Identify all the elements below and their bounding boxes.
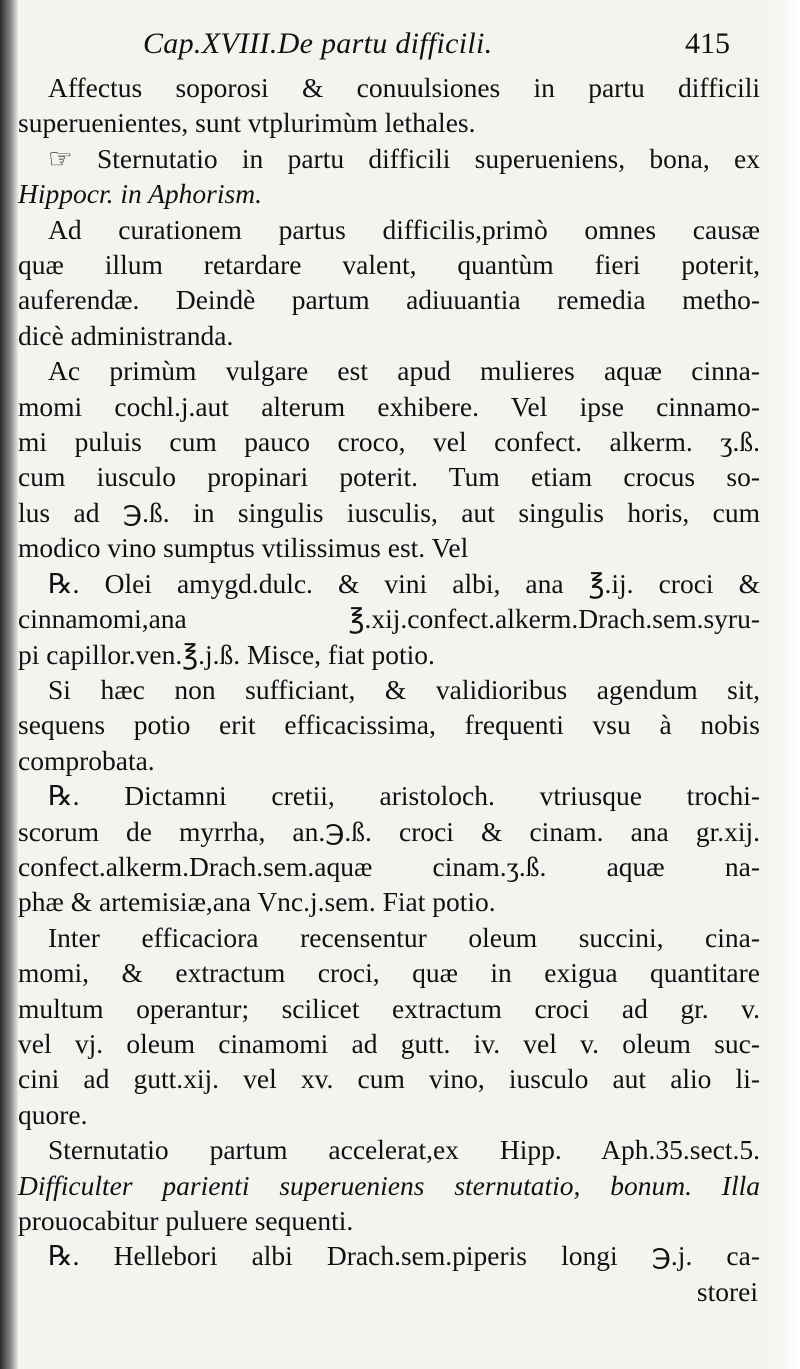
text-line: prouocabitur puluere sequenti. — [18, 1205, 354, 1236]
text-line: auferendæ. Deindè partum adiuuantia remedia metho- — [18, 284, 760, 316]
text-line: ℞. Olei amygd.dulc. & vini albi, ana ℥.ij. croci & — [48, 567, 760, 599]
text-line: Inter efficaciora recensentur oleum succini, cina- — [48, 921, 760, 953]
text-line: modico vino sumptus vtilissimus est. Vel — [18, 532, 469, 564]
text-line: comprobata. — [18, 744, 155, 776]
text-line: mi puluis cum pauco croco, vel confect. alkerm. ʒ.ß. — [18, 426, 760, 458]
text-line: Affectus soporosi & conuulsiones in partu difficili — [48, 72, 760, 103]
text-line: Hippocr. in Aphorism. — [18, 178, 262, 210]
text-line: phæ & artemisiæ,ana Vnc.j.sem. Fiat potio. — [18, 886, 496, 918]
text-line: sequens potio erit efficacissima, frequenti vsu à nobis — [18, 709, 760, 741]
text-line: confect.alkerm.Drach.sem.aquæ cinam.ʒ.ß. aquæ na- — [18, 850, 760, 882]
text-line: momi, & extractum croci, quæ in exigua quantitare — [18, 957, 760, 989]
text-line: cum iusculo propinari poterit. Tum etiam crocus so- — [18, 461, 760, 493]
text-line: Difficulter parienti superueniens sternutatio, bonum. Illa — [18, 1169, 760, 1201]
catchword: storei — [696, 1275, 758, 1307]
text-block — [18, 22, 760, 1309]
text-line: ☞ Sternutatio in partu difficili superueniens, bona, ex — [48, 142, 760, 174]
text-line: Ac primùm vulgare est apud mulieres aquæ cinna- — [48, 355, 760, 387]
text-line: quore. — [18, 1098, 88, 1130]
text-line: quæ illum retardare valent, quantùm fieri poterit, — [18, 249, 760, 281]
page-number: 415 — [685, 27, 730, 60]
running-title: Cap.XVIII.De partu difficili. — [143, 27, 493, 60]
text-line: momi cochl.j.aut alterum exhibere. Vel ipse cinnamo- — [18, 390, 760, 422]
text-line: pi capillor.ven.℥.j.ß. Misce, fiat potio. — [18, 638, 435, 670]
text-line: multum operantur; scilicet extractum croci ad gr. v. — [18, 992, 760, 1024]
text-line: cinnamomi,ana ℥.xij.confect.alkerm.Drach.sem.syru- — [18, 603, 760, 635]
text-line: scorum de myrrha, an.℈.ß. croci & cinam. ana gr.xij. — [18, 815, 760, 847]
text-line: superuenientes, sunt vtplurimùm lethales. — [18, 107, 476, 139]
text-line: vel vj. oleum cinamomi ad gutt. iv. vel v. oleum suc- — [18, 1027, 760, 1059]
text-line: Si hæc non sufficiant, & validioribus agendum sit, — [48, 673, 760, 705]
text-line: Ad curationem partus difficilis,primò omnes causæ — [48, 213, 760, 245]
text-line: ℞. Hellebori albi Drach.sem.piperis longi ℈.j. ca- — [48, 1240, 760, 1272]
text-line: lus ad ℈.ß. in singulis iusculis, aut singulis horis, cum — [18, 496, 760, 528]
text-line: cini ad gutt.xij. vel xv. cum vino, iusculo aut alio li- — [18, 1063, 760, 1095]
text-line: Sternutatio partum accelerat,ex Hipp. Aph.35.sect.5. — [48, 1134, 760, 1166]
binding-shadow — [0, 0, 18, 1369]
text-line: dicè administranda. — [18, 319, 234, 351]
text-line: ℞. Dictamni cretii, aristoloch. vtriusque trochi- — [48, 780, 760, 812]
page-edge — [766, 0, 800, 1369]
running-head — [18, 22, 760, 66]
